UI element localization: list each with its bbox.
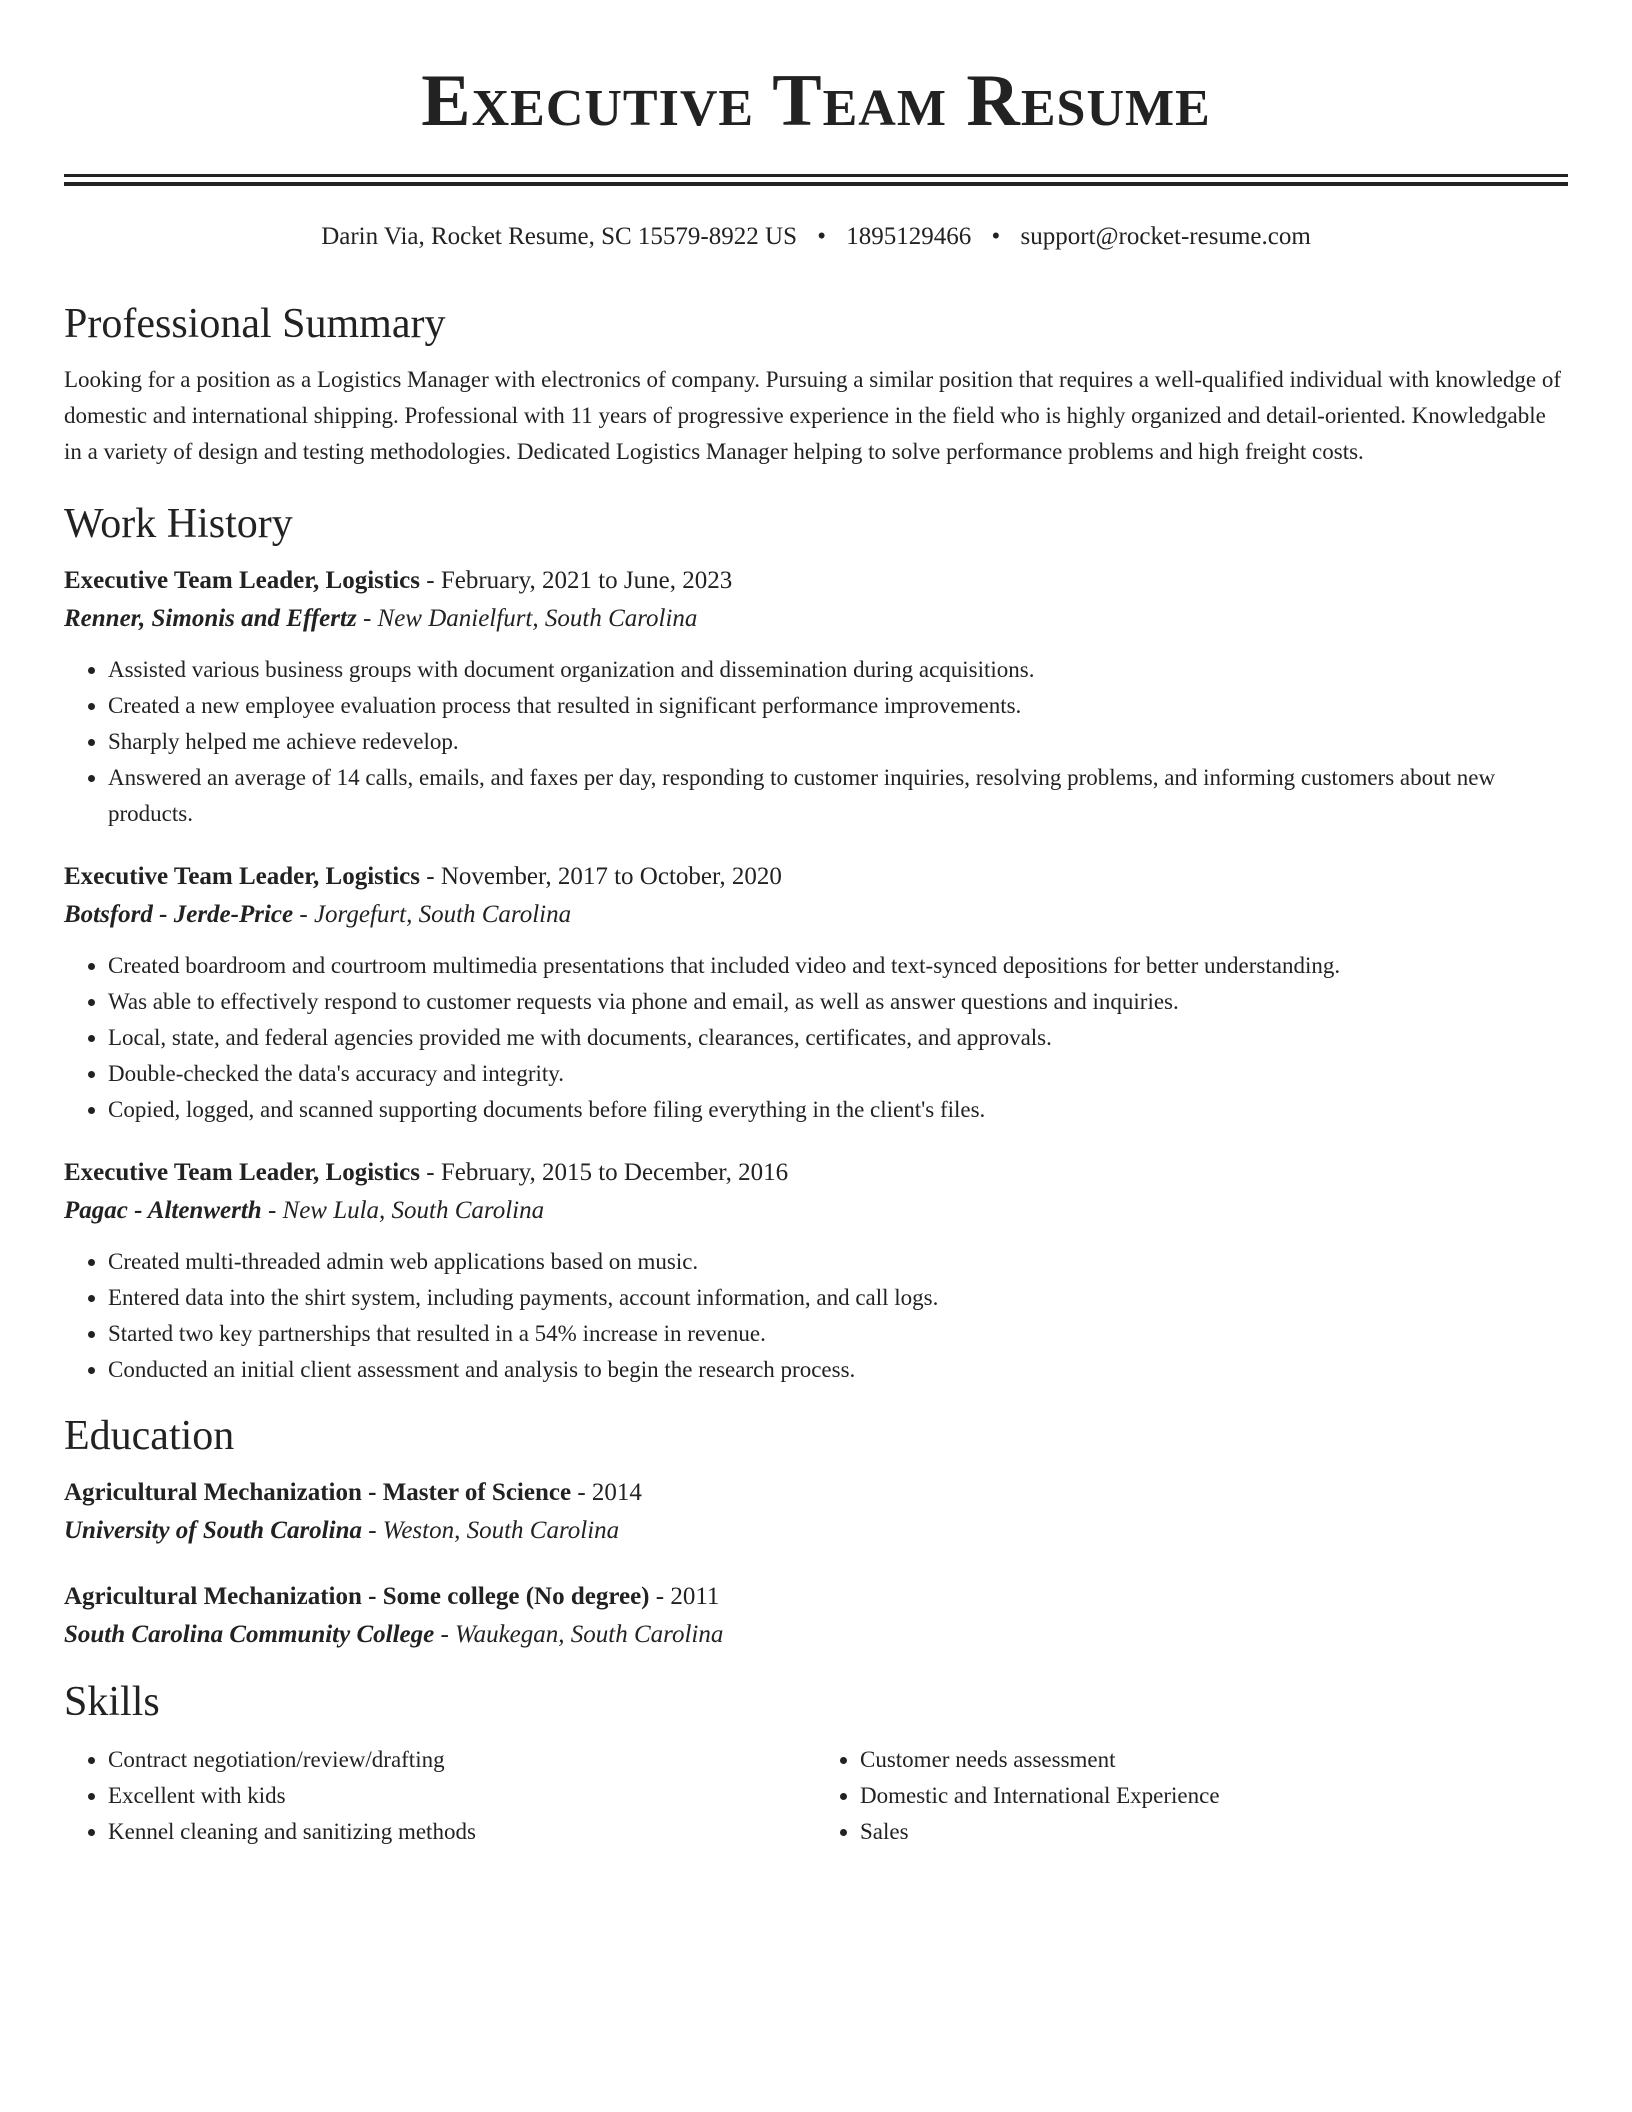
contact-line [64, 220, 1568, 254]
job-location: - New Danielfurt, South Carolina [356, 605, 698, 632]
work-history-heading: Work History [64, 501, 293, 547]
job-company-line [64, 600, 1568, 638]
education-year: - 2011 [649, 1583, 720, 1610]
skills-list [816, 1742, 1568, 1850]
contact-phone: 1895129466 [846, 223, 972, 250]
skill-item: • Sales [860, 1814, 1568, 1850]
job-bullet: • Double-checked the data's accuracy and integrity. [108, 1056, 1568, 1092]
skills-column-left [64, 1742, 816, 1850]
resume-title: Executive Team Resume [421, 60, 1211, 142]
education-location: - Waukegan, South Carolina [434, 1621, 724, 1648]
job-role: Executive Team Leader, Logistics [64, 567, 421, 594]
job-entry [64, 1154, 1568, 1388]
skill-item: • Excellent with kids [108, 1778, 816, 1814]
job-bullet: • Entered data into the shirt system, including payments, account information, and call logs. [108, 1280, 1568, 1316]
job-company-line [64, 1192, 1568, 1230]
job-dates: - February, 2021 to June, 2023 [420, 567, 733, 594]
education-degree: Agricultural Mechanization - Master of Science [64, 1479, 572, 1506]
job-company-line [64, 896, 1568, 934]
contact-address: Darin Via, Rocket Resume, SC 15579-8922 US [321, 223, 797, 250]
education-school-line [64, 1616, 1568, 1654]
job-location: - Jorgefurt, South Carolina [293, 901, 572, 928]
job-bullet-list [64, 948, 1568, 1128]
job-dates: - February, 2015 to December, 2016 [420, 1159, 789, 1186]
skill-item: • Customer needs assessment [860, 1742, 1568, 1778]
skills-heading: Skills [64, 1679, 160, 1725]
summary-text: Looking for a position as a Logistics Manager with electronics of company. Pursuing a similar position that requires a well-qualified individual with knowledge of domestic and international shipping. Professional with 11 years of progressive experience in the field who is highly organized and detail-oriented. Knowledgable in a variety of design and testing methodologies. Dedicated Logistics Manager helping to solve performance problems and high freight costs. [64, 367, 1562, 464]
job-bullet: • Assisted various business groups with document organization and dissemination during acquisitions. [108, 652, 1568, 688]
job-entry [64, 858, 1568, 1128]
job-role: Executive Team Leader, Logistics [64, 863, 421, 890]
education-school: South Carolina Community College [64, 1621, 435, 1648]
job-bullet: • Created boardroom and courtroom multimedia presentations that included video and text-synced depositions for better understanding. [108, 948, 1568, 984]
contact-separator: • [991, 223, 1001, 250]
education-entry [64, 1474, 1568, 1550]
job-dates: - November, 2017 to October, 2020 [420, 863, 782, 890]
job-bullet: • Created multi-threaded admin web applications based on music. [108, 1244, 1568, 1280]
job-title-line [64, 562, 1568, 600]
education-year: - 2014 [571, 1479, 642, 1506]
job-company: Pagac - Altenwerth [64, 1197, 262, 1224]
job-bullet-list [64, 1244, 1568, 1388]
skill-item: • Kennel cleaning and sanitizing methods [108, 1814, 816, 1850]
job-title-line [64, 858, 1568, 896]
title-divider [64, 174, 1568, 186]
contact-separator: • [817, 223, 826, 250]
job-bullet: • Started two key partnerships that resulted in a 54% increase in revenue. [108, 1316, 1568, 1352]
education-heading: Education [64, 1413, 235, 1459]
job-role: Executive Team Leader, Logistics [64, 1159, 421, 1186]
job-location: - New Lula, South Carolina [261, 1197, 545, 1224]
job-entry [64, 562, 1568, 832]
contact-email: support@rocket-resume.com [1020, 223, 1311, 250]
education-school: University of South Carolina [64, 1517, 362, 1544]
job-company: Botsford - Jerde-Price [64, 901, 294, 928]
job-bullet: • Copied, logged, and scanned supporting documents before filing everything in the client's files. [108, 1092, 1568, 1128]
education-school-line [64, 1512, 1568, 1550]
education-degree-line [64, 1578, 1568, 1616]
job-title-line [64, 1154, 1568, 1192]
job-bullet: • Conducted an initial client assessment and analysis to begin the research process. [108, 1352, 1568, 1388]
skills-grid [64, 1742, 1568, 1850]
skill-item: • Contract negotiation/review/drafting [108, 1742, 816, 1778]
skills-column-right [816, 1742, 1568, 1850]
job-bullet: • Created a new employee evaluation process that resulted in significant performance improvements. [108, 688, 1568, 724]
job-bullet: • Was able to effectively respond to customer requests via phone and email, as well as answer questions and inquiries. [108, 984, 1568, 1020]
education-degree: Agricultural Mechanization - Some college (No degree) [64, 1583, 650, 1610]
skills-list [64, 1742, 816, 1850]
job-bullet: • Local, state, and federal agencies provided me with documents, clearances, certificates, and approvals. [108, 1020, 1568, 1056]
job-bullet: • Answered an average of 14 calls, emails, and faxes per day, responding to customer inquiries, resolving problems, and informing customers about new products. [108, 760, 1568, 832]
job-bullet: • Sharply helped me achieve redevelop. [108, 724, 1568, 760]
education-entry [64, 1578, 1568, 1654]
skill-item: • Domestic and International Experience [860, 1778, 1568, 1814]
education-location: - Weston, South Carolina [361, 1517, 620, 1544]
job-bullet-list [64, 652, 1568, 832]
education-degree-line [64, 1474, 1568, 1512]
job-company: Renner, Simonis and Effertz [64, 605, 357, 632]
summary-heading: Professional Summary [64, 301, 446, 347]
